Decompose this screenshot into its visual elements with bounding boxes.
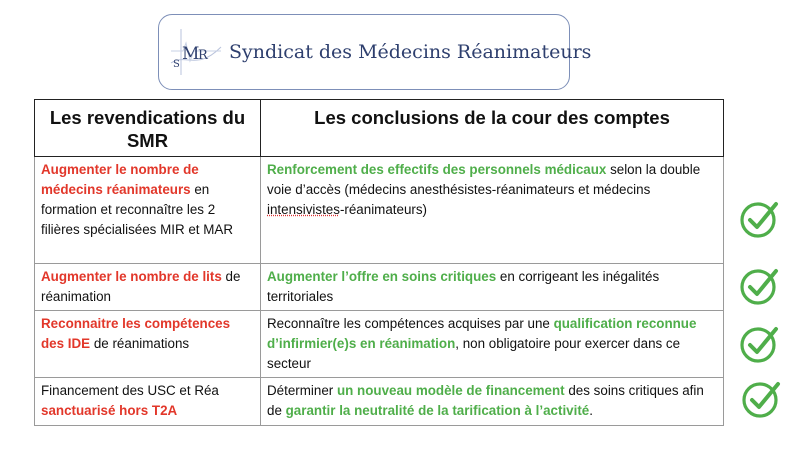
demand-cell bbox=[35, 264, 261, 311]
conclusion-highlight: Renforcement des effectifs des personnels médicaux bbox=[267, 162, 607, 177]
conclusion-text: Déterminer bbox=[267, 383, 337, 398]
conclusion-cell bbox=[261, 157, 724, 264]
demand-highlight: Reconnaitre les compétences des IDE bbox=[41, 316, 231, 351]
demand-text: de réanimations bbox=[90, 336, 190, 351]
conclusion-text: -réanimateurs) bbox=[339, 202, 428, 217]
demand-text: en formation et reconnaître les 2 filières spécialisées MIR et MAR bbox=[41, 182, 233, 237]
table-header-row bbox=[35, 100, 724, 157]
demand-highlight: sanctuarisé hors T2A bbox=[41, 403, 178, 418]
demand-text: Financement des USC et Réa bbox=[41, 383, 219, 398]
conclusion-text: , non obligatoire pour exercer dans ce secteur bbox=[267, 336, 681, 371]
conclusion-text: . bbox=[589, 403, 593, 418]
header-court-conclusions: Les conclusions de la cour des comptes bbox=[261, 100, 724, 157]
conclusion-text: intensivistes bbox=[267, 202, 340, 217]
header-smr-demands: Les revendications du SMR bbox=[35, 100, 261, 157]
smr-logo bbox=[158, 14, 592, 90]
conclusion-cell bbox=[261, 311, 724, 378]
svg-text:M: M bbox=[182, 44, 200, 64]
table-row bbox=[35, 157, 724, 264]
checkmark-circle-icon bbox=[741, 379, 781, 419]
conclusion-cell bbox=[261, 378, 724, 426]
demand-text: de réanimation bbox=[41, 269, 241, 304]
smr-monogram-logo-icon bbox=[167, 23, 225, 81]
conclusion-text: des soins critiques afin de bbox=[267, 383, 704, 418]
demand-cell bbox=[35, 157, 261, 264]
comparison-table bbox=[34, 99, 724, 426]
conclusion-text: Reconnaître les compétences acquises par une bbox=[267, 316, 554, 331]
table-row bbox=[35, 311, 724, 378]
conclusion-highlight: Augmenter l’offre en soins critiques bbox=[267, 269, 497, 284]
svg-text:S: S bbox=[173, 59, 180, 70]
svg-text:R: R bbox=[198, 48, 208, 63]
demand-highlight: Augmenter le nombre de médecins réanimateurs bbox=[41, 162, 199, 197]
demand-highlight: Augmenter le nombre de lits bbox=[41, 269, 222, 284]
table-row bbox=[35, 264, 724, 311]
table-row bbox=[35, 378, 724, 426]
conclusion-highlight: qualification reconnue d’infirmier(e)s en réanimation bbox=[267, 316, 697, 351]
checkmark-circle-icon bbox=[739, 199, 779, 239]
conclusion-highlight: garantir la neutralité de la tarification à l’activité bbox=[285, 403, 590, 418]
conclusion-highlight: un nouveau modèle de financement bbox=[336, 383, 565, 398]
checkmark-circle-icon bbox=[739, 266, 779, 306]
demand-cell bbox=[35, 378, 261, 426]
conclusion-cell bbox=[261, 264, 724, 311]
conclusion-text: en corrigeant les inégalités territoriales bbox=[267, 269, 660, 304]
conclusion-text: selon la double voie d’accès (médecins anesthésistes-réanimateurs et médecins bbox=[267, 162, 701, 197]
checkmark-circle-icon bbox=[739, 324, 779, 364]
demand-cell bbox=[35, 311, 261, 378]
logo-title: Syndicat des Médecins Réanimateurs bbox=[229, 41, 592, 63]
